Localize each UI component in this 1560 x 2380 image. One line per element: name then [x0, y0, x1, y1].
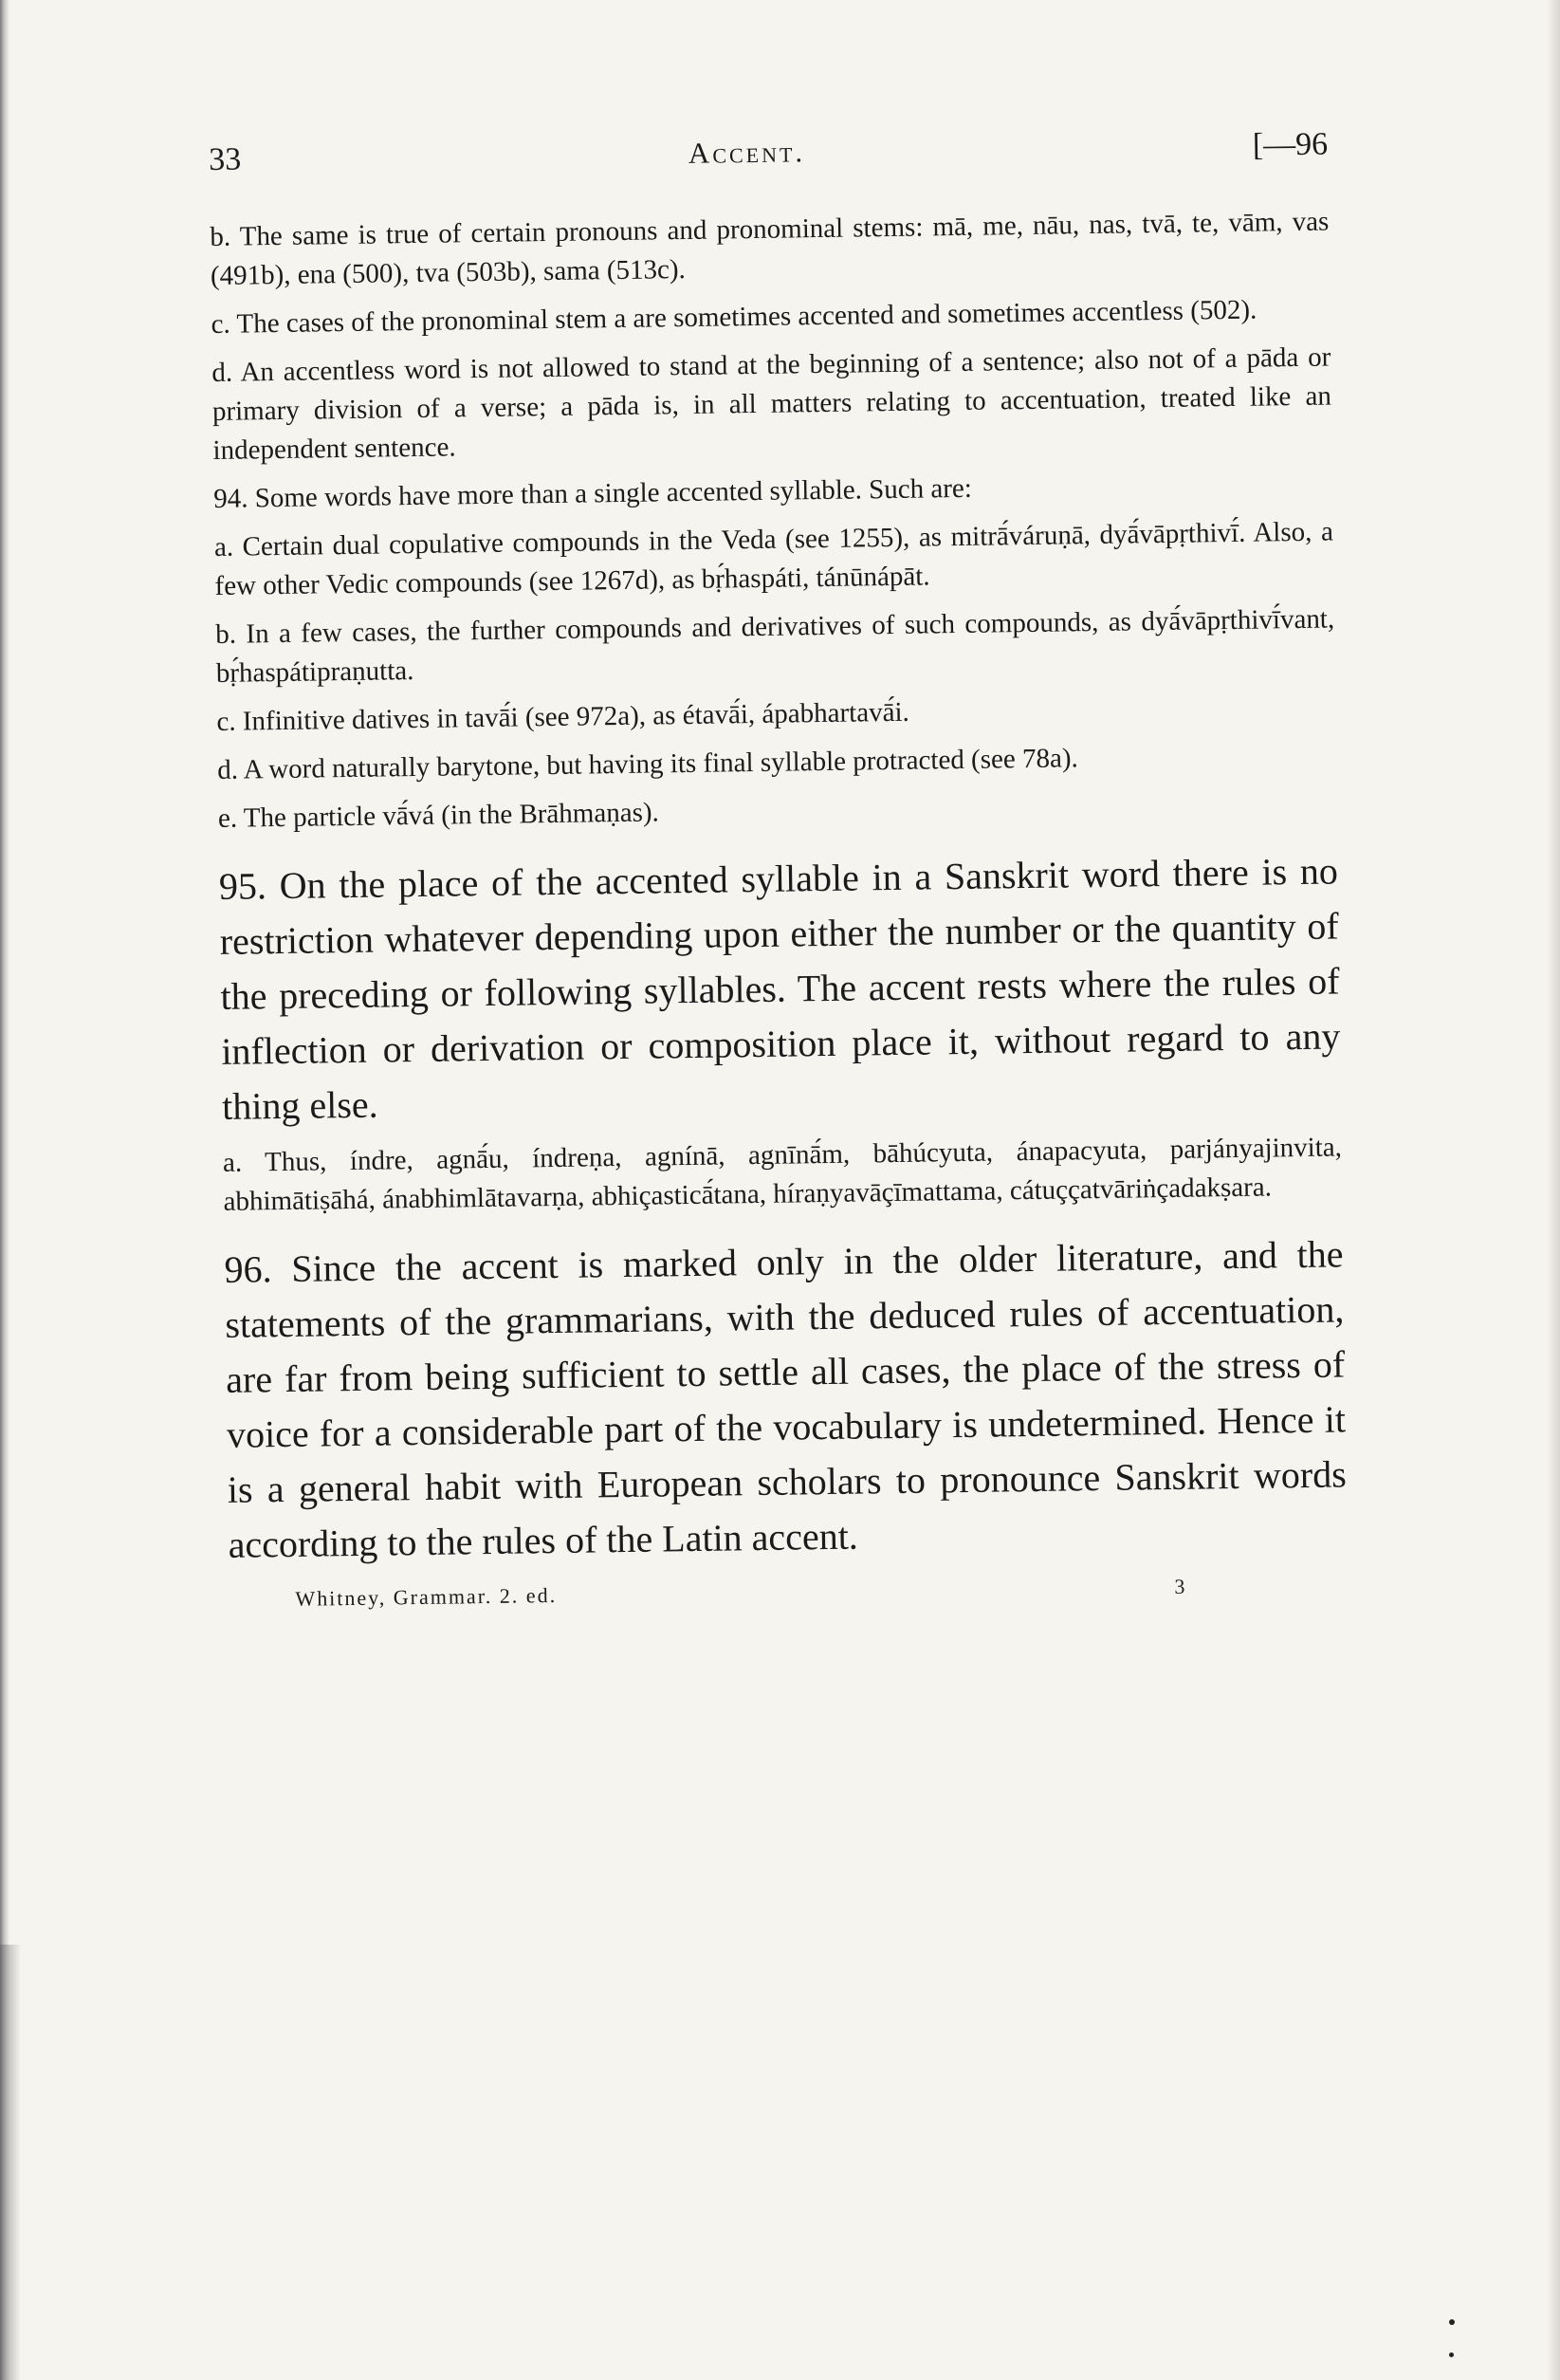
- scan-binding-shadow-lower: [0, 1945, 21, 2380]
- running-header: [209, 127, 1328, 178]
- page-number: 33: [209, 141, 242, 177]
- paragraph: 96. Since the accent is marked only in the older literature, and the statements of the grammarians, with the deduced rules of accentuation, are far from being sufficient to settle all cases, the place of the stress of voice for a considerable part of the vocabulary is undetermined. Hence it is a general habit with European scholars to pronounce Sanskrit words according to the rules of the Latin accent.: [224, 1232, 1348, 1566]
- running-title: Accent.: [688, 135, 806, 170]
- paragraph: 94. Some words have more than a single accented syllable. Such are:: [213, 472, 973, 514]
- printer-signature: Whitney, Grammar. 2. ed.: [295, 1583, 558, 1611]
- scan-right-edge: [1547, 0, 1560, 2380]
- paragraph: a. Thus, índre, agnā́u, índreṇa, agnínā, agnīnā́m, bāhúcyuta, ánapacyuta, parjányajinvita, abhimātiṣāhá, ánabhimlātavarṇa, abhiçasticā́tana, híraṇyavāçīmattama, cátuççatvāriṅçadakṣara.: [222, 1132, 1343, 1217]
- page-body: [210, 203, 1348, 1573]
- paragraph: b. In a few cases, the further compounds and derivatives of such compounds, as dyā́vāpṛthivī́vant, bṛ́haspátipraṇutta.: [215, 603, 1335, 689]
- sheet-number: 3: [1174, 1574, 1187, 1598]
- paragraph: c. Infinitive datives in tavā́i (see 972a), as étavā́i, ápabhartavā́i.: [216, 696, 910, 737]
- paragraph: 95. On the place of the accented syllable in a Sanskrit word there is no restriction whatever depending upon either the number or the quantity of the preceding or following syllables. The accent rests where the rules of inflection or derivation or composition place it, without regard to any thing else.: [218, 849, 1341, 1128]
- paragraph: e. The particle vā́vá (in the Brāhmaṇas).: [217, 797, 660, 834]
- paragraph: c. The cases of the pronominal stem a are sometimes accented and sometimes accentless (502).: [211, 294, 1257, 340]
- paragraph: b. The same is true of certain pronouns and pronominal stems: mā, me, nāu, nas, tvā, te, vām, vas (491b), ena (500), tva (503b), sama (513c).: [210, 206, 1330, 291]
- paragraph: d. A word naturally barytone, but having its final syllable protracted (see 78a).: [217, 743, 1078, 785]
- paragraph: d. An accentless word is not allowed to stand at the beginning of a sentence; also not of a pāda or primary division of a verse; a pāda is, in all matters relating to accentuation, treated like an independent sentence.: [211, 341, 1332, 466]
- section-reference: [—96: [1252, 126, 1329, 163]
- speck: [1449, 2319, 1455, 2325]
- speck: [1449, 2352, 1454, 2357]
- page-content: [209, 127, 1349, 1613]
- page-footer: [229, 1572, 1348, 1612]
- paragraph: a. Certain dual copulative compounds in the Veda (see 1255), as mitrā́váruṇā, dyā́vāpṛthivī́. Also, a few other Vedic compounds (see 1267d), as bṛ́haspáti, tánūnápāt.: [213, 516, 1334, 601]
